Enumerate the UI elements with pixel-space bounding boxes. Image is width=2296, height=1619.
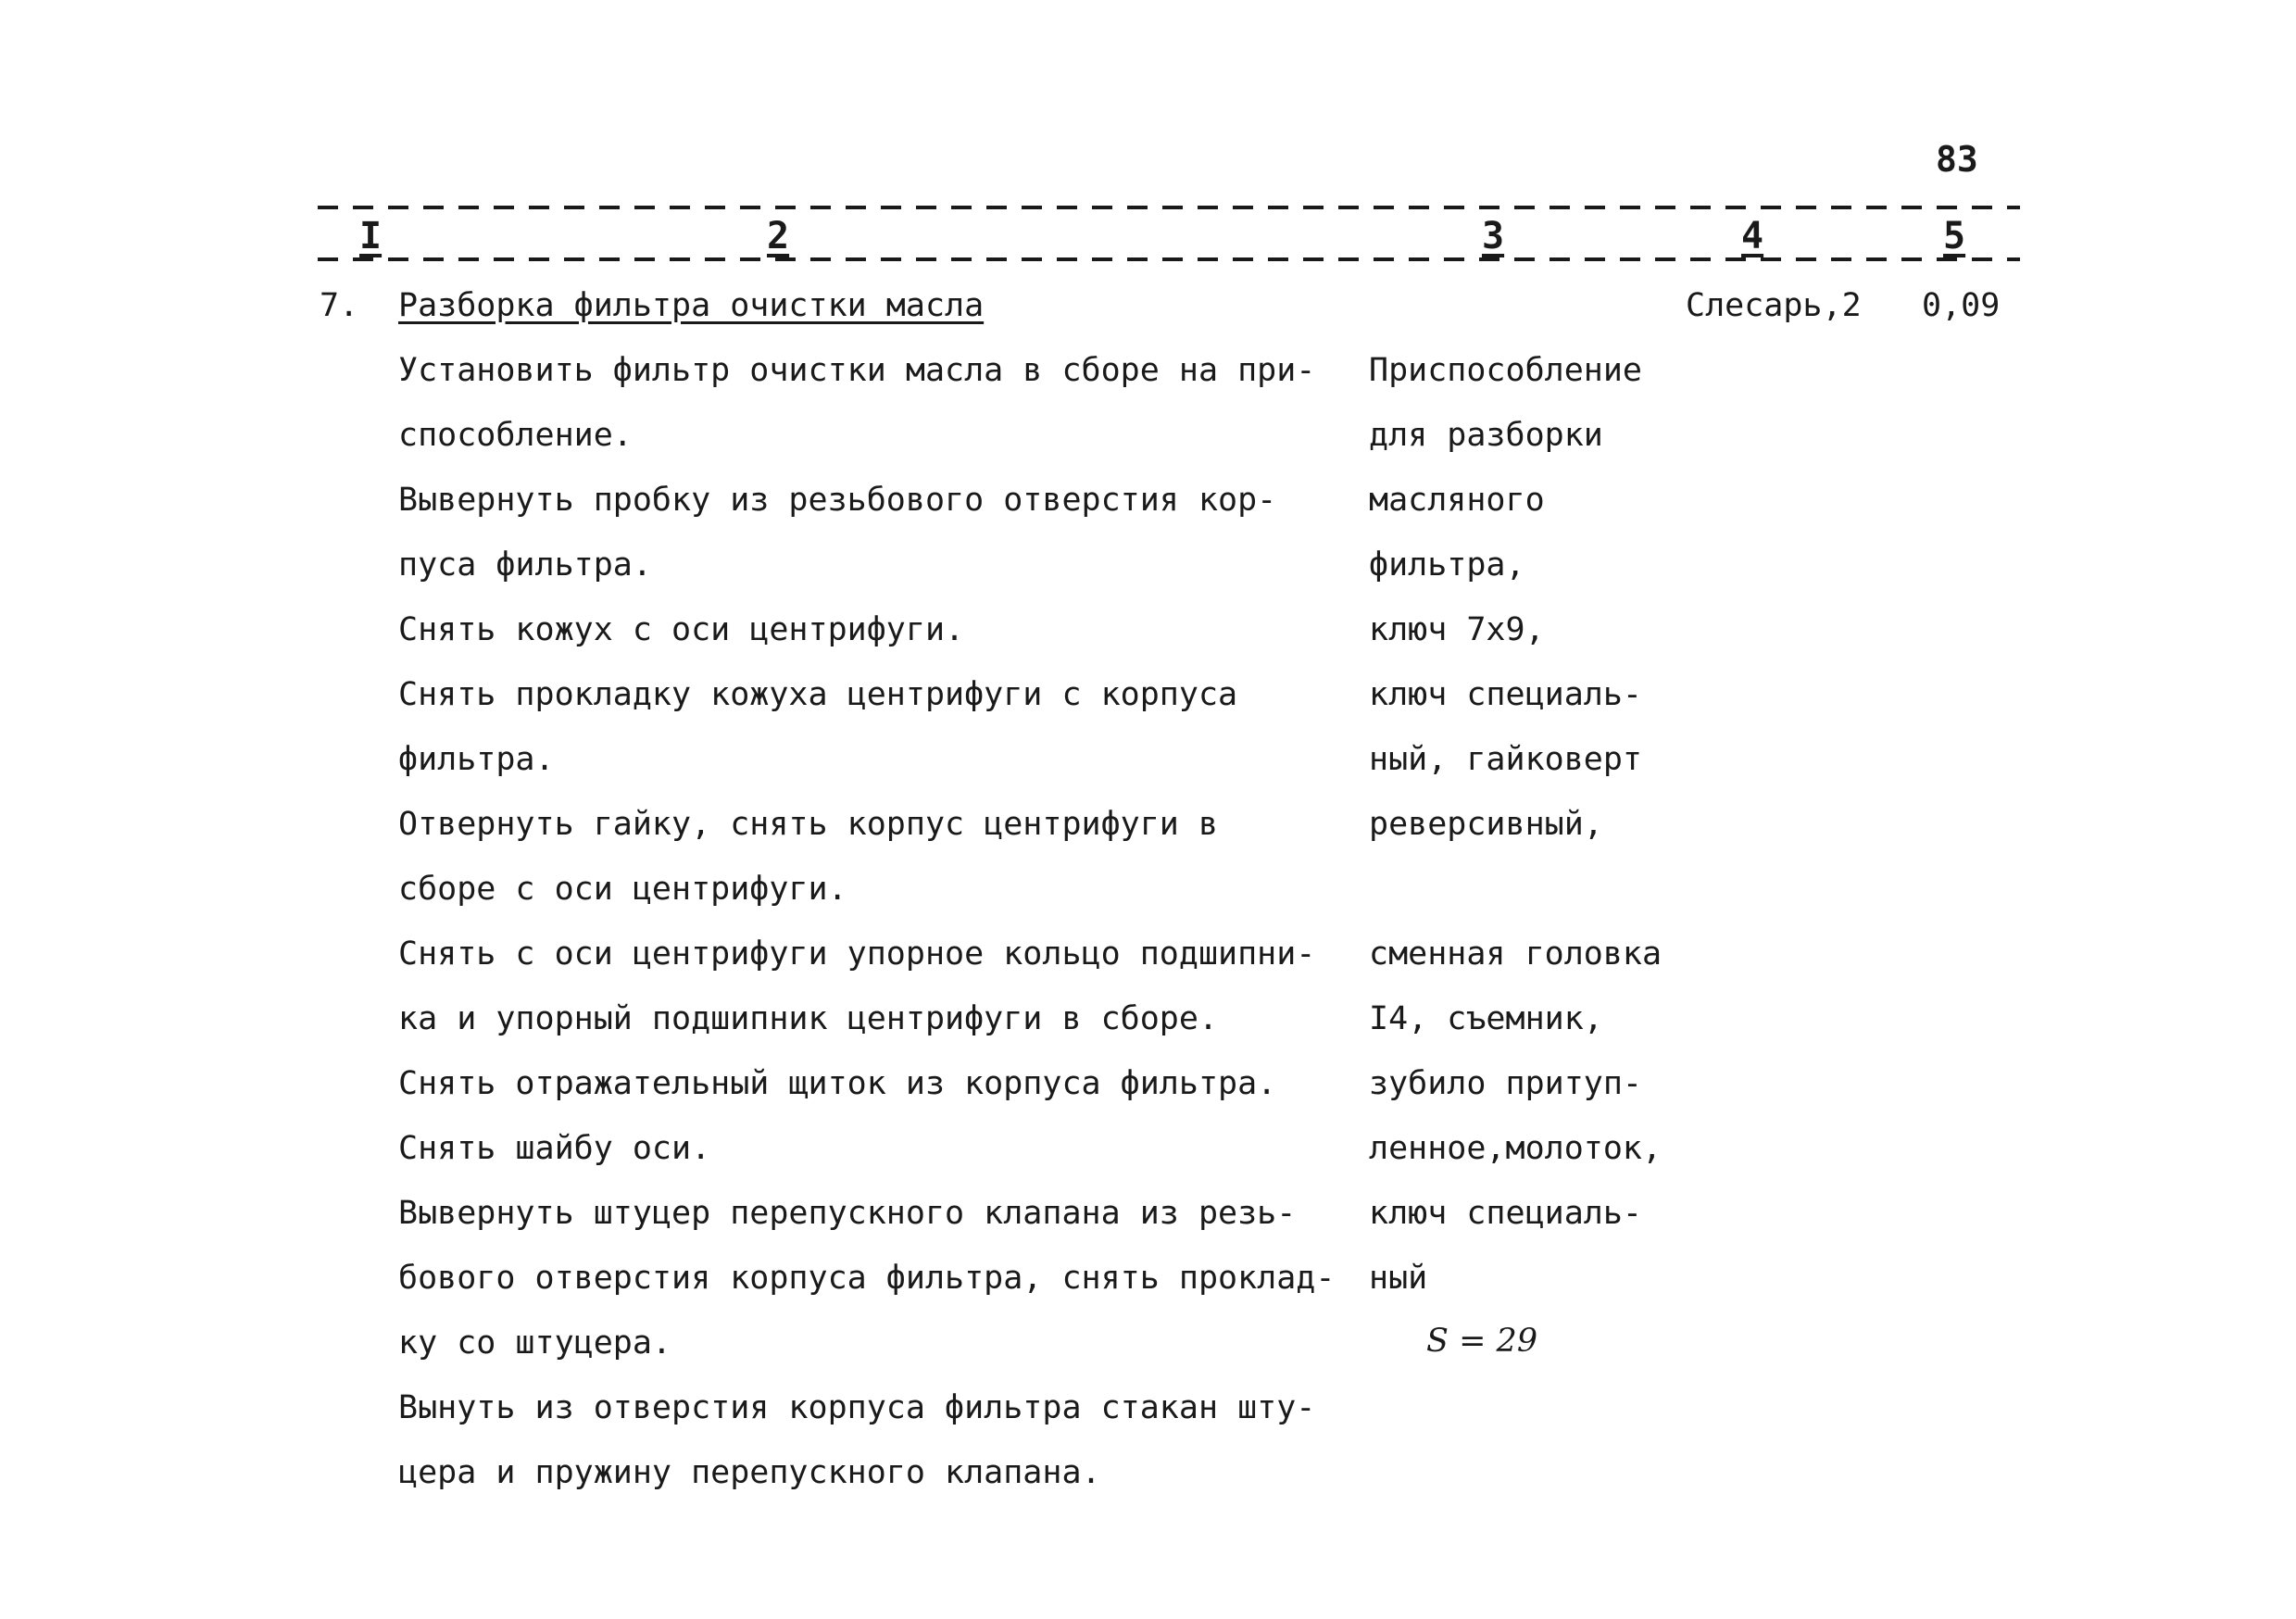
tool-line: ключ специаль- (1369, 1195, 1643, 1232)
tool-line: ный (1369, 1260, 1428, 1297)
step-line: бового отверстия корпуса фильтра, снять проклад- (398, 1260, 1336, 1297)
tool-spec-s: S = 29 (1426, 1323, 1538, 1360)
header-top-rule (318, 206, 2020, 209)
operation-worker: Слесарь,2 (1686, 287, 1862, 324)
step-line: Отвернуть гайку, снять корпус центрифуги в (398, 806, 1219, 843)
column-header-2: 2 (767, 215, 790, 257)
tool-line: I4, съемник, (1369, 1000, 1603, 1037)
page-number: 83 (1936, 139, 1978, 180)
tool-line: для разборки (1369, 417, 1603, 454)
step-line: фильтра. (398, 741, 555, 778)
operation-number: 7. (320, 287, 359, 324)
step-line: Вынуть из отверстия корпуса фильтра стакан шту- (398, 1389, 1316, 1426)
step-line: пуса фильтра. (398, 546, 652, 584)
tool-line: сменная головка (1369, 935, 1662, 973)
column-header-4: 4 (1741, 215, 1764, 257)
column-header-1: I (359, 215, 383, 257)
column-header-3: 3 (1482, 215, 1505, 257)
tool-line: ный, гайковерт (1369, 741, 1643, 778)
tool-line: фильтра, (1369, 546, 1525, 584)
tool-line: масляного (1369, 482, 1545, 519)
step-line: Снять отражательный щиток из корпуса фильтра. (398, 1065, 1277, 1102)
step-line: Снять шайбу оси. (398, 1130, 711, 1167)
step-line: Вывернуть штуцер перепускного клапана из резь- (398, 1195, 1297, 1232)
header-bottom-rule (318, 257, 2020, 261)
tool-line: зубило притуп- (1369, 1065, 1643, 1102)
step-line: Снять с оси центрифуги упорное кольцо подшипни- (398, 935, 1316, 973)
tool-line: ключ 7х9, (1369, 611, 1545, 648)
step-line: Установить фильтр очистки масла в сборе на при- (398, 352, 1316, 389)
step-line: Вывернуть пробку из резьбового отверстия кор- (398, 482, 1277, 519)
step-line: ка и упорный подшипник центрифуги в сборе. (398, 1000, 1219, 1037)
operation-time: 0,09 (1922, 287, 2001, 324)
step-line: сборе с оси центрифуги. (398, 871, 847, 908)
operation-title: Разборка фильтра очистки масла (398, 287, 985, 324)
tool-line: реверсивный, (1369, 806, 1603, 843)
column-header-5: 5 (1943, 215, 1966, 257)
step-line: способление. (398, 417, 633, 454)
tool-line: ленное,молоток, (1369, 1130, 1662, 1167)
step-line: цера и пружину перепускного клапана. (398, 1454, 1101, 1491)
step-line: Снять прокладку кожуха центрифуги с корпуса (398, 676, 1238, 713)
tool-line: Приспособление (1369, 352, 1643, 389)
tool-line: ключ специаль- (1369, 676, 1643, 713)
step-line: ку со штуцера. (398, 1324, 672, 1362)
step-line: Снять кожух с оси центрифуги. (398, 611, 965, 648)
